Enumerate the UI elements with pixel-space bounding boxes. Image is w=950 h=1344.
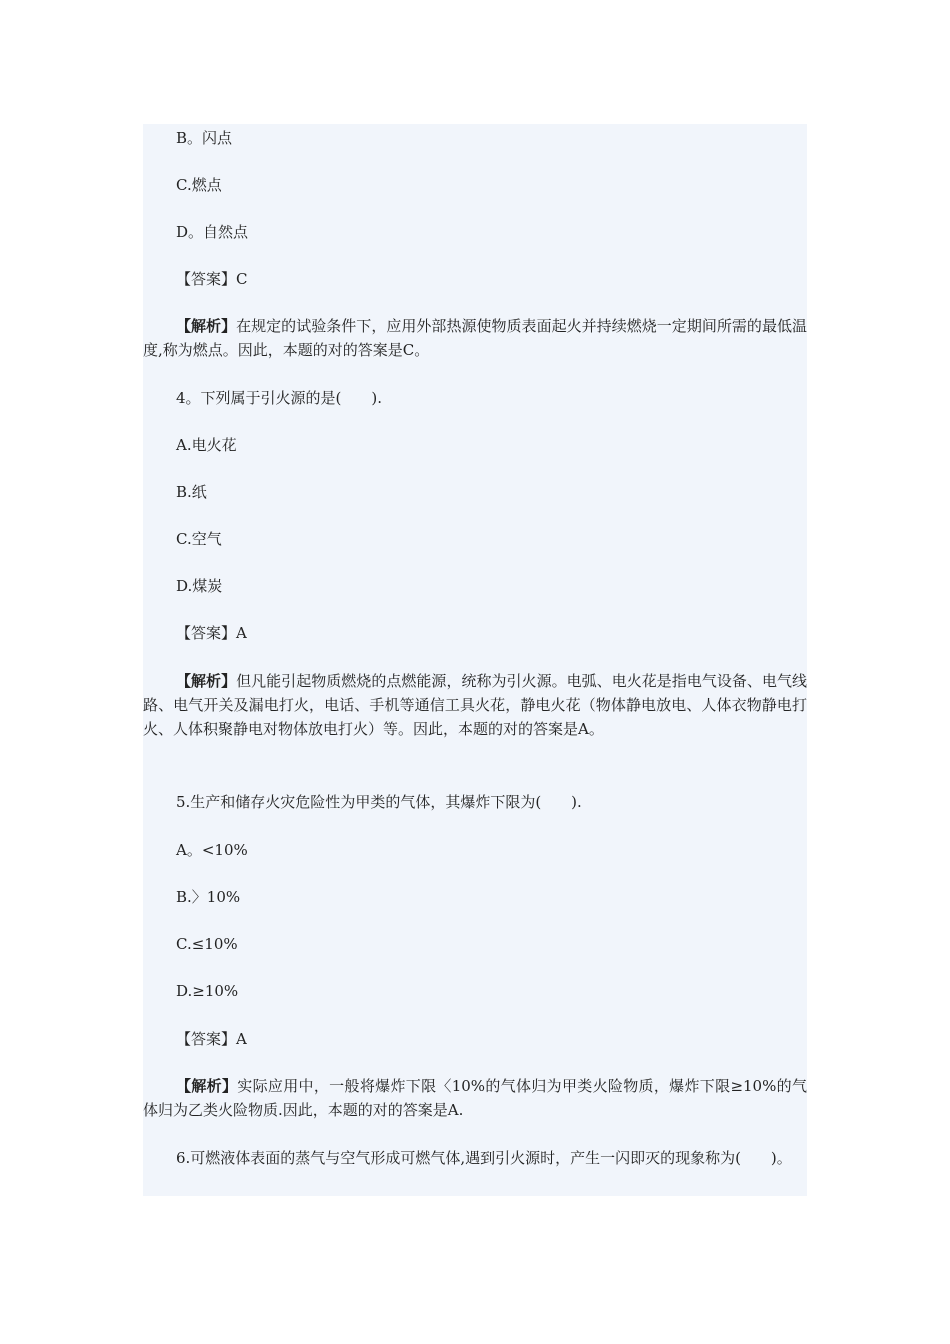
answer-label: 【答案】	[176, 270, 237, 288]
q4-option-d: D.煤炭	[176, 577, 223, 595]
q3-option-d: D。自然点	[176, 223, 249, 241]
answer-label: 【答案】	[176, 1030, 237, 1048]
q4-question: 4。下列属于引火源的是( ).	[176, 389, 383, 407]
q5-answer	[176, 1027, 247, 1051]
q3-option-c: C.燃点	[176, 176, 222, 194]
q3-analysis	[143, 314, 807, 362]
analysis-label: 【解析】	[176, 672, 237, 690]
q4-answer	[176, 621, 247, 645]
q6-question: 6.可燃液体表面的蒸气与空气形成可燃气体,遇到引火源时，产生一闪即灭的现象称为( )。	[176, 1149, 792, 1167]
q4-option-b: B.纸	[176, 483, 207, 501]
q5-analysis	[143, 1074, 807, 1122]
analysis-text: 在规定的试验条件下，应用外部热源使物质表面起火并持续燃烧一定期间所需的最低温度,称为燃点。因此，本题的对的答案是C。	[143, 317, 807, 359]
q4-option-a: A.电火花	[176, 436, 237, 454]
q5-option-c: C.≤10%	[176, 935, 238, 953]
q3-option-b: B。闪点	[176, 129, 233, 147]
q5-option-b: B.〉10%	[176, 888, 241, 906]
analysis-label: 【解析】	[176, 317, 237, 335]
q5-option-d: D.≥10%	[176, 982, 239, 1000]
q5-question: 5.生产和储存火灾危险性为甲类的气体，其爆炸下限为( ).	[176, 793, 582, 811]
q3-answer	[176, 267, 248, 291]
analysis-label: 【解析】	[176, 1077, 238, 1095]
q4-option-c: C.空气	[176, 530, 222, 548]
answer-label: 【答案】	[176, 624, 237, 642]
analysis-text: 实际应用中，一般将爆炸下限〈10%的气体归为甲类火险物质，爆炸下限≥10%的气体归为乙类火险物质.因此，本题的对的答案是A.	[143, 1077, 807, 1119]
answer-value: A	[236, 1030, 247, 1048]
analysis-text: 但凡能引起物质燃烧的点燃能源，统称为引火源。电弧、电火花是指电气设备、电气线路、电气开关及漏电打火，电话、手机等通信工具火花，静电火花（物体静电放电、人体衣物静电打火、人体积聚静电对物体放电打火）等。因此，本题的对的答案是A。	[143, 672, 807, 738]
answer-value: A	[236, 624, 247, 642]
q5-option-a: A。<10%	[176, 841, 248, 859]
q4-analysis	[143, 669, 807, 741]
answer-value: C	[236, 270, 248, 288]
